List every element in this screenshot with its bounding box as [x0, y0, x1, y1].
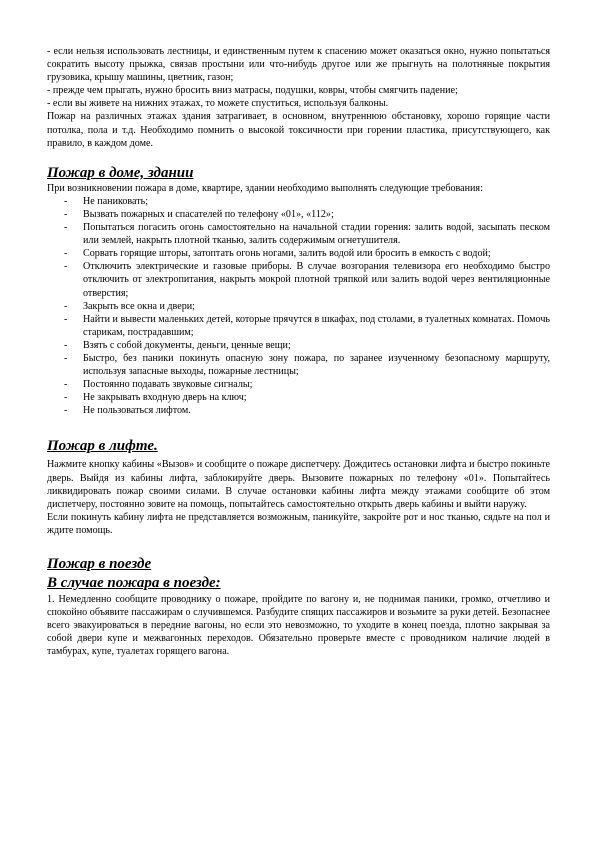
list-dash: - — [64, 222, 68, 234]
list-item — [47, 339, 550, 352]
list-item — [47, 378, 550, 391]
intro-line-balconies: - если вы живете на нижних этажах, то можете спуститься, используя балконы. — [47, 98, 389, 110]
list-item-text: Не пользоваться лифтом. — [83, 405, 191, 417]
list-item — [47, 195, 550, 208]
list-item — [47, 221, 550, 247]
house-requirements-list — [47, 195, 550, 418]
list-item-text: Закрыть все окна и двери; — [83, 300, 195, 312]
list-item — [47, 300, 550, 313]
list-item-text: Постоянно подавать звуковые сигналы; — [83, 379, 253, 391]
list-dash: - — [64, 248, 68, 260]
heading-house-fire: Пожар в доме, здании — [47, 164, 194, 181]
document-page — [47, 45, 550, 658]
list-item — [47, 352, 550, 378]
list-item-text: Не закрывать входную дверь на ключ; — [83, 392, 247, 404]
list-dash: - — [64, 313, 68, 325]
list-item-text: Вызвать пожарных и спасателей по телефону «01», «112»; — [83, 208, 334, 220]
list-item — [47, 391, 550, 404]
list-item — [47, 313, 550, 339]
list-dash: - — [64, 352, 68, 364]
list-dash: - — [64, 195, 68, 207]
list-dash: - — [64, 300, 68, 312]
list-item — [47, 404, 550, 417]
list-item — [47, 260, 550, 299]
list-dash: - — [64, 339, 68, 351]
list-item — [47, 208, 550, 221]
list-dash: - — [64, 405, 68, 417]
list-dash: - — [64, 379, 68, 391]
house-intro: При возникновении пожара в доме, квартире, здании необходимо выполнять следующие требования: — [47, 182, 483, 194]
list-item-text: Быстро, без паники покинуть опасную зону пожара, по заранее изученному безопасному маршруту, используя запасные выходы, пожарные лестницы; — [83, 352, 550, 378]
list-dash: - — [64, 392, 68, 404]
lift-paragraph-2: Если покинуть кабину лифта не представляется возможным, паникуйте, закройте рот и нос тканью, сядьте на пол и ждите помощь. — [47, 511, 550, 536]
list-item-text: Найти и вывести маленьких детей, которые прячутся в шкафах, под столами, в туалетных комнатах. Помочь старикам, пострадавшим; — [83, 313, 550, 338]
train-paragraph-1: 1. Немедленно сообщите проводнику о пожаре, пройдите по вагону и, не поднимая паники, громко, отчетливо и спокойно объявите пассажирам о случившемся. Разбудите спящих пассажиров и возьмите за руки детей. Безопаснее всего эвакуироваться в передние вагоны, но если это невозможно, то уходите в конец поезда, плотно закрывая за собой двери купе и межвагонных переходов. Обязательно проверьте вместе с проводником наличие людей в тамбурах, купе, туалетах горящего вагона. — [47, 594, 550, 658]
lift-paragraph-1: Нажмите кнопку кабины «Вызов» и сообщите о пожаре диспетчеру. Дождитесь остановки лифта и быстро покиньте дверь. Выйдя из кабины лифта, заблокируйте дверь. Вызовите пожарных по телефону «01». Попытайтесь ликвидировать пожар своими силами. В случае остановки кабины лифта между этажами сообщите об этом диспетчеру, постоянно зовите на помощь, попытайтесь самостоятельно открыть дверь кабины и выйти наружу. — [47, 459, 550, 510]
intro-line-mattresses: - прежде чем прыгать, нужно бросить вниз матрасы, подушки, ковры, чтобы смягчить падение; — [47, 85, 458, 97]
list-item-text: Попытаться погасить огонь самостоятельно на начальной стадии горения: залить водой, засыпать песком или землей, накрыть плотной тканью, залить содержимым огнетушителя. — [83, 222, 550, 247]
list-dash: - — [64, 208, 68, 220]
list-dash: - — [64, 261, 68, 273]
heading-train-fire: Пожар в поезде — [47, 556, 152, 572]
intro-line-windows: - если нельзя использовать лестницы, и единственным путем к спасению может оказаться окно, нужно попытаться сократить высоту прыжка, связав простыни или что-нибудь другое или же прыгнуть на полотняные покрытия грузовика, крышу машины, цветник, газон; — [47, 46, 550, 84]
list-item — [47, 247, 550, 260]
list-item-text: Отключить электрические и газовые приборы. В случае возгорания телевизора его необходимо быстро отключить от электропитания, накрыть мокрой плотной тряпкой или залить водой через вентиляционные отверстия; — [83, 261, 550, 299]
list-item-text: Взять с собой документы, деньги, ценные вещи; — [83, 339, 291, 351]
subheading-train-fire: В случае пожара в поезде: — [47, 575, 221, 591]
intro-paragraph-floors: Пожар на различных этажах здания затрагивает, в основном, внутреннюю обстановку, хорошо горящие части потолка, пола и т.д. Необходимо помнить о высокой токсичности при горении пластика, присутствующего, как правило, в каждом доме. — [47, 111, 550, 149]
heading-lift-fire: Пожар в лифте. — [47, 438, 158, 455]
list-item-text: Сорвать горящие шторы, затоптать огонь ногами, залить водой или бросить в емкость с водой; — [83, 248, 491, 260]
list-item-text: Не паниковать; — [83, 195, 149, 207]
